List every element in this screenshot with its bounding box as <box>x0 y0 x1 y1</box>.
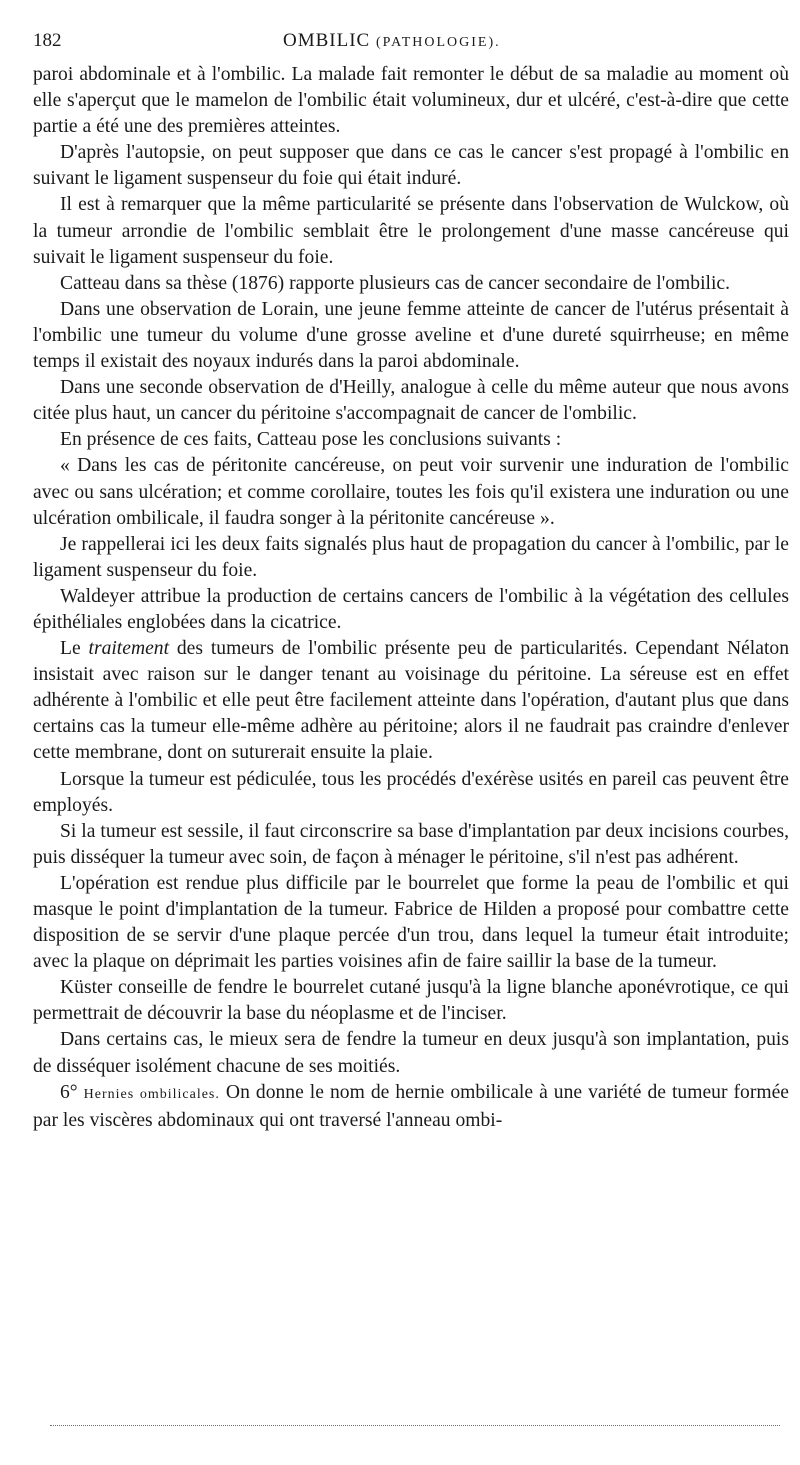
emphasized-term: traitement <box>88 638 170 660</box>
paragraph: paroi abdominale et à l'ombilic. La malade fait remonter le début de sa maladie au moment où elle s'aperçut que le mamelon de l'ombilic était volumineux, dur et ulcéré, c'est-à-dire que cette partie a été une des premières atteintes. <box>33 64 789 138</box>
paragraph-text: Le <box>60 638 89 660</box>
running-head-subtitle: (PATHOLOGIE). <box>375 35 501 50</box>
paragraph: Il est à remarquer que la même particularité se présente dans l'observation de Wulckow, où la tumeur arrondie de l'ombilic semblait être le prolongement d'une masse cancéreuse qui suivait le ligament suspenseur du foie. <box>33 194 789 268</box>
page-number: 182 <box>33 30 62 51</box>
paragraph-text: On donne le nom de hernie ombilicale à une variété de tumeur formée par les viscères abdominaux qui ont traversé l'anneau ombi- <box>33 1081 789 1131</box>
paragraph: Dans une seconde observation de d'Heilly, analogue à celle du même auteur que nous avons citée plus haut, un cancer du péritoine s'accompagnait de cancer de l'ombilic. <box>33 377 789 425</box>
paragraph: Dans une observation de Lorain, une jeune femme atteinte de cancer de l'utérus présentait à l'ombilic une tumeur du volume d'une grosse aveline et d'une dureté squirrheuse; en même temps il existait des noyaux indurés dans la paroi abdominale. <box>33 298 789 373</box>
paragraph: Küster conseille de fendre le bourrelet cutané jusqu'à la ligne blanche aponévrotique, ce qui permettrait de découvrir la base du néoplasme et de l'inciser. <box>33 977 789 1025</box>
paragraph: Waldeyer attribue la production de certains cancers de l'ombilic à la végétation des cellules épithéliales englobées dans la cicatrice. <box>33 585 789 633</box>
paragraph: Si la tumeur est sessile, il faut circonscrire sa base d'implantation par deux incisions courbes, puis disséquer la tumeur avec soin, de façon à ménager le péritoine, s'il n'est pas adhérent. <box>33 820 789 868</box>
paragraph: En présence de ces faits, Catteau pose les conclusions suivants : <box>60 429 562 451</box>
paragraph: Catteau dans sa thèse (1876) rapporte plusieurs cas de cancer secondaire de l'ombilic. <box>60 272 731 294</box>
paragraph-text: des tumeurs de l'ombilic présente peu de particularités. Cependant Nélaton insistait avec raison sur le danger tenant au voisinage du péritoine. La séreuse est en effet adhérente à l'ombilic et elle peut être facilement atteinte dans l'opération, d'autant plus que dans certains cas la tumeur elle-même adhère au péritoine; alors il ne faudrait pas craindre d'enlever cette membrane, dont on suturerait ensuite la plaie. <box>33 638 789 764</box>
paragraph-treatment <box>33 636 789 766</box>
quotation-paragraph: « Dans les cas de péritonite cancéreuse, on peut voir survenir une induration de l'ombilic avec ou sans ulcération; et comme corollaire, toutes les fois qu'il existera une induration ou une ulcération ombilicale, il faudra songer à la péritonite cancéreuse ». <box>33 455 789 529</box>
paragraph: D'après l'autopsie, on peut supposer que dans ce cas le cancer s'est propagé à l'ombilic en suivant le ligament suspenseur du foie qui était induré. <box>33 142 789 190</box>
section-paragraph <box>33 1080 789 1134</box>
section-heading: Hernies ombilicales. <box>83 1086 220 1102</box>
paragraph: Je rappellerai ici les deux faits signalés plus haut de propagation du cancer à l'ombilic, par le ligament suspenseur du foie. <box>33 533 789 581</box>
paragraph: L'opération est rendue plus difficile par le bourrelet que forme la peau de l'ombilic et qui masque le point d'implantation de la tumeur. Fabrice de Hilden a proposé pour combattre cette disposition de se servir d'une plaque percée d'un trou, dans lequel la tumeur était introduite; avec la plaque on déprimait les parties voisines afin de faire saillir la base de la tumeur. <box>33 872 789 973</box>
running-head-title: OMBILIC <box>283 30 371 51</box>
document-page <box>33 28 789 1134</box>
section-number: 6° <box>60 1081 78 1103</box>
running-head <box>283 30 501 52</box>
paragraph: Dans certains cas, le mieux sera de fendre la tumeur en deux jusqu'à son implantation, puis de disséquer isolément chacune de ses moitiés. <box>33 1029 789 1077</box>
footer-dotted-rule <box>50 1425 780 1426</box>
paragraph: Lorsque la tumeur est pédiculée, tous les procédés d'exérèse usités en pareil cas peuvent être employés. <box>33 768 789 816</box>
page-header <box>33 28 789 62</box>
